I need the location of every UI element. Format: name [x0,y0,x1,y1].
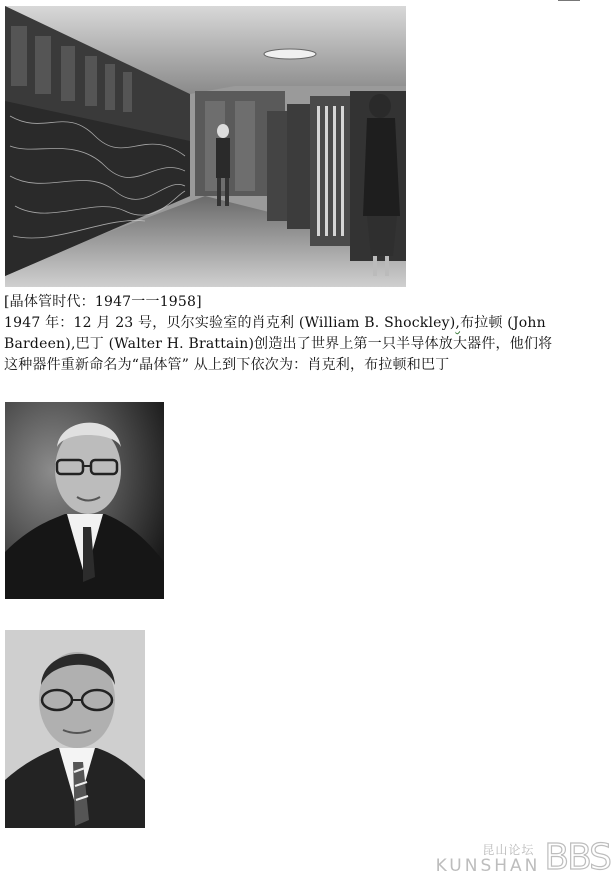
history-paragraph [4,313,564,376]
paragraph-lead: 1947 年：12 月 23 号，贝尔实验室的肖克利 (William B. Shockley) [4,315,456,331]
article-text [4,292,564,376]
shockley-portrait [5,402,164,599]
bardeen-portrait [5,630,145,828]
era-heading: [晶体管时代：1947一一1958] [4,294,202,310]
spellcheck-underlined-comma: , [455,315,461,331]
paragraph-rest: 布拉顿 (John Bardeen),巴丁 (Walter H. Brattain)创造出了世界上第一只半导体放大器件，他们将这种器件重新命名为“晶体管” 从上到下依次为：肖克利，布拉顿和巴丁 [4,315,553,373]
watermark-cn: 昆山论坛 [482,843,535,857]
top-edge-rule [558,0,580,1]
forum-watermark [435,837,610,878]
eniac-room-photo [5,6,406,287]
watermark-bbs: BBS [544,837,610,878]
watermark-en: KUNSHAN [435,856,541,876]
